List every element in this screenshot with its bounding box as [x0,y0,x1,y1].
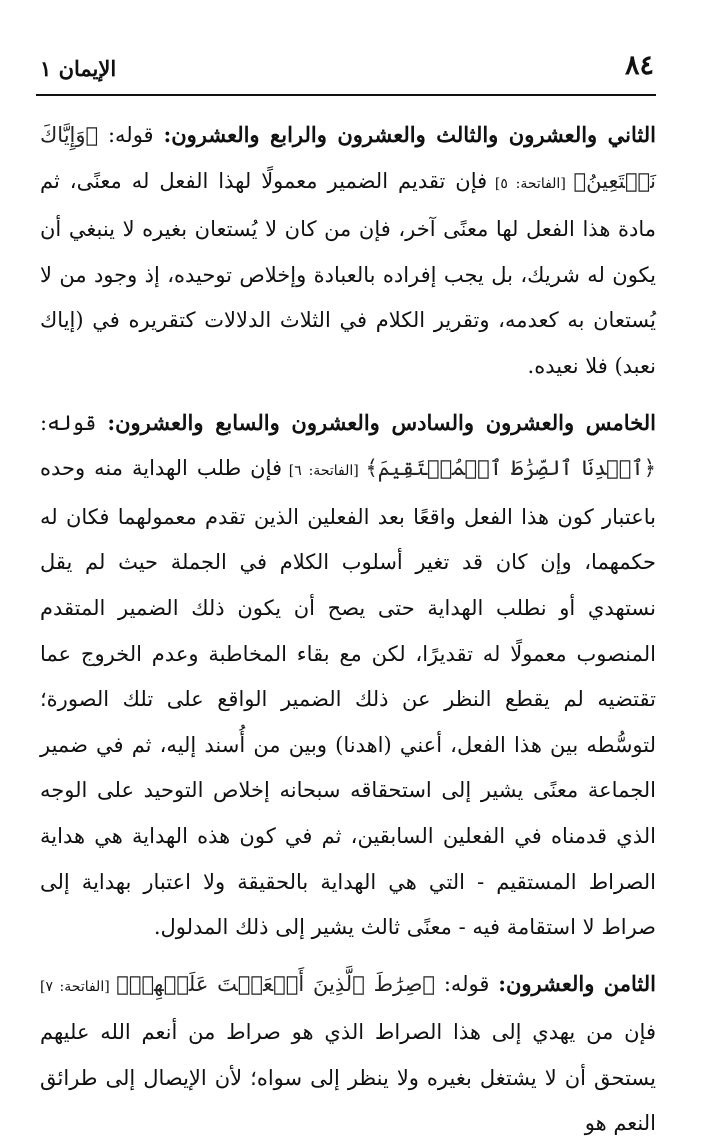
verse-reference: [الفاتحة: ٦] [282,463,366,480]
paragraph-intro: قوله: [435,971,499,996]
paragraph-25-27 [40,400,656,951]
paragraph-intro: قوله: [98,123,164,147]
paragraph-intro: قوله: [40,410,108,435]
paragraph-text: فإن من يهدي إلى هذا الصراط الذي هو صراط من أنعم الله عليهم يستحق أن لا يشتغل بغيره ولا ينظر إلى سواه؛ لأن الإيصال إلى طرائق النعم هو [40,1020,656,1136]
page-body [40,112,656,1147]
paragraph-22-24 [40,112,656,390]
running-title: الإيمان ١ [40,56,117,81]
quran-verse: ﴿صِرَٰطَ ٱلَّذِينَ أَنۡعَمۡتَ عَلَيۡهِمۡ﴾ [116,971,436,996]
paragraph-text: فإن طلب الهداية منه وحده باعتبار كون هذا الفعل واقعًا بعد الفعلين الذين تقدم معمولهما فكان له حكمهما، وإن كان قد تغير أسلوب الكلام في الجملة حيث لم يقل نستهدي أو نطلب الهداية حتى يصح أن يكون ذلك الضمير المتقدم المنصوب معمولًا له تقديرًا، لكن مع بقاء المخاطبة وعدم الخروج عما تقتضيه لم يقطع النظر عن ذلك الضمير الواقع على تلك الصورة؛ لتوسُّطه بين هذا الفعل، أعني (اهدنا) وبين من أُسند إليه، ثم في ضمير الجماعة معنًى يشير إلى استحقاقه سبحانه إخلاص التوحيد على الوجه الذي قدمناه في الفعلين السابقين، ثم في كون هذه الهداية هي هداية الصراط المستقيم - التي هي الهداية بالحقيقة ولا اعتبار بهداية إلى صراط لا استقامة فيه - معنًى ثالث يشير إلى ذلك المدلول. [40,456,656,940]
paragraph-28 [40,961,656,1147]
verse-reference: [الفاتحة: ٧] [40,978,117,995]
page-header [36,48,656,96]
paragraph-heading: الثامن والعشرون: [498,970,656,996]
paragraph-text: فإن تقديم الضمير معمولًا لهذا الفعل له معنًى، ثم مادة هذا الفعل لها معنًى آخر، فإن من كان لا يُستعان بغيره لا ينبغي أن يكون له شريك، بل يجب إفراده بالعبادة وإخلاص توحيده، إذ وجود من لا يُستعان به كعدمه، وتقرير الكلام في الثلاث الدلالات كتقريره في (إياك نعبد) فلا نعيده. [40,168,656,378]
verse-reference: [الفاتحة: ٥] [487,175,574,192]
paragraph-heading: الثاني والعشرون والثالث والعشرون والرابع والعشرون: [163,122,656,147]
quran-verse: ﴿ٱهۡدِنَا ٱلصِّرَٰطَ ٱلۡمُسۡتَقِيمَ﴾ [365,456,656,481]
quran-verse: ﴿وَإِيَّاكَ نَسۡتَعِينُ﴾ [40,123,656,193]
paragraph-heading: الخامس والعشرون والسادس والعشرون والسابع والعشرون: [107,409,656,435]
page-number: ٨٤ [624,50,654,81]
